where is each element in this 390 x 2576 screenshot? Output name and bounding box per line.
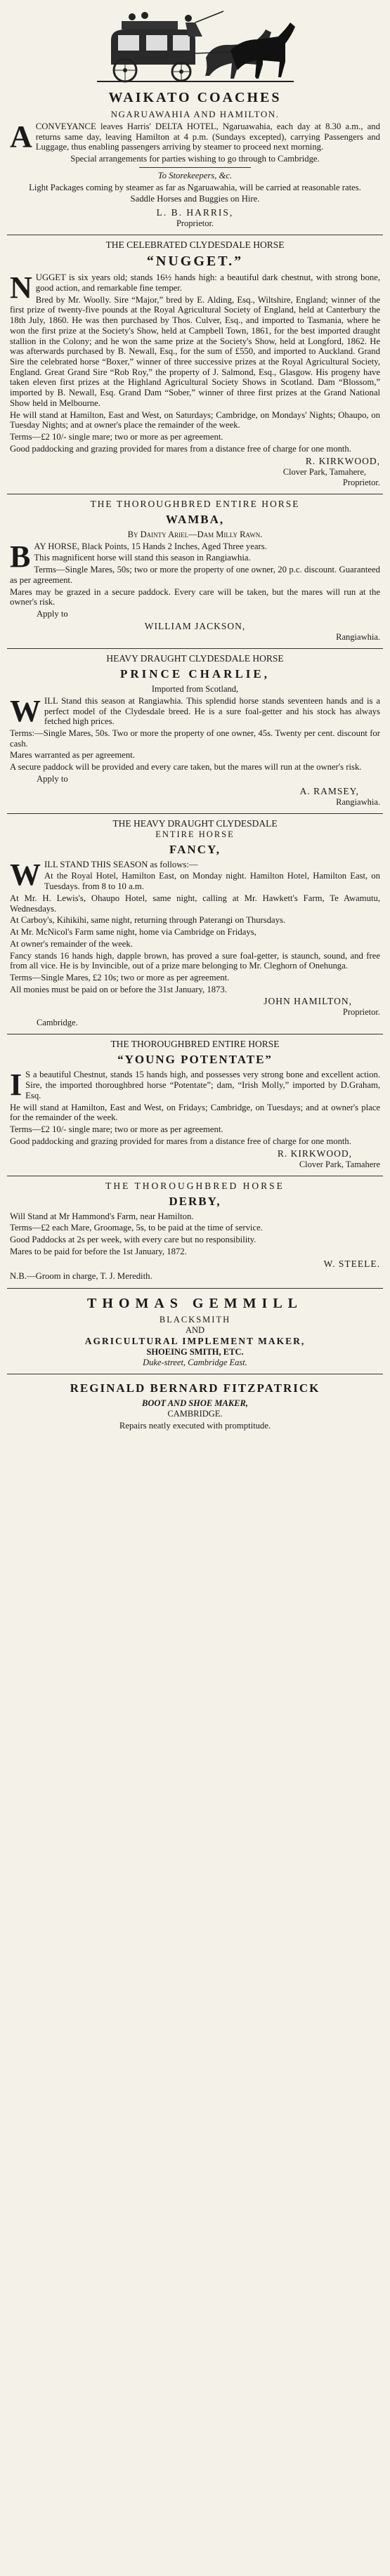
ad-fancy <box>7 814 383 1035</box>
ad-subtitle: Imported from Scotland, <box>151 683 239 694</box>
ad-subtitle: AND <box>185 1325 205 1336</box>
proprietor-place: Rangiawhia. <box>336 796 380 807</box>
ad-subtitle: BOOT AND SHOE MAKER, <box>142 1398 248 1409</box>
ad-title: WAMBA, <box>165 512 225 526</box>
ad-body-text: Terms—Single Mares, 50s; two or more the property of one owner, 20 p.c. discount. Guaranteed as per agreement. <box>10 565 380 585</box>
drop-cap: I <box>10 1067 22 1103</box>
ad-body-text: ILL Stand this season at Rangiawhia. This splendid horse stands seventeen hands and is a perfect model of the Clydesdale breed. He is a sure foal-getter and his stock has always fetched high prices. <box>44 695 380 727</box>
proprietor-place: Clover Park, Tamahere <box>299 1159 380 1169</box>
proprietor-name: L. B. HARRIS, <box>156 207 234 218</box>
ad-young-potentate <box>7 1034 383 1176</box>
ad-title: THE HEAVY DRAUGHT CLYDESDALE <box>112 817 278 829</box>
ad-title: THE THOROUGHBRED ENTIRE HORSE <box>110 1039 280 1050</box>
ad-body-text: Bred by Mr. Woolly. Sire “Major,” bred by E. Alding, Esq., Wiltshire, England; winner of the first prize of twenty-five pounds at the Royal Agricultural Society of England, held at Canterbury the 18th July, 1860. He was then purchased by Thos. Culver, Esq., and imported to Tasmania, where he won the first prize at the Society's Show, held at Campbell Town, 1861, for the best imported draught stallion in the Colony; and he won the same prize at the Society's Show, held at Longford, 1862. He was afterwards purchased by B. Newall, Esq., for the sum of £550, and imported to Auckland. Grand Sire the celebrated horse “Boxer,” winner of three successive prizes at the Royal Agricultural Society, England. Great Grand Sire “Rob Roy,” the property of J. Salmond, Esq., Glasgow. His progeny have taken eleven first prizes at the Highland Agricultural Society Shows in Scotland. Dam “Blossom,” imported by B. Newall, Esq. Grand Dam “Sober,” winner of three first prizes at the Grand National Show held in Melbourne. <box>10 294 380 408</box>
ad-note: N.B.—Groom in charge, T. J. Meredith. <box>10 1270 152 1281</box>
drop-cap: A <box>10 119 32 154</box>
ad-body-text: This magnificent horse will stand this season in Rangiawhia. <box>34 553 251 563</box>
proprietor-name: R. KIRKWOOD, <box>277 1148 352 1159</box>
ad-nugget <box>7 235 383 494</box>
proprietor-name: W. STEELE. <box>323 1258 380 1269</box>
ad-derby <box>7 1176 383 1289</box>
ad-body-text: Terms—£2 10/- single mare; two or more as per agreement. <box>10 432 223 442</box>
ad-body-text: A secure paddock will be provided and every care taken, but the mares will run at the owner's risk. <box>10 762 362 773</box>
ad-body-text: Apply to <box>37 609 68 619</box>
ad-body-text: At the Royal Hotel, Hamilton East, on Monday night. Hamilton Hotel, Hamilton East, on Tuesdays. from 8 to 10 a.m. <box>44 871 380 892</box>
ad-title: THE THOROUGHBRED ENTIRE HORSE <box>90 498 300 509</box>
ad-title: “NUGGET.” <box>146 254 244 270</box>
ad-body-text: Special arrangements for parties wishing to go through to Cambridge. <box>70 154 320 164</box>
proprietor-name: JOHN HAMILTON, <box>264 996 352 1007</box>
ad-title: PRINCE CHARLIE, <box>119 666 271 681</box>
ad-subtitle: BLACKSMITH <box>159 1315 231 1325</box>
ad-body-text: Will Stand at Mr Hammond's Farm, near Hamilton. <box>10 1211 194 1221</box>
ad-body-text: At Mr. McNicol's Farm same night, home via Cambridge on Fridays, <box>10 927 256 938</box>
ad-subtitle: SHOEING SMITH, ETC. <box>146 1347 244 1358</box>
ad-body-text: Fancy stands 16 hands high, dapple brown, has proved a sure foal-getter, is staunch, sound, and free from all vice. He is by Invincible, out of a prize mare belonging to Mr. Cleghorn of Onehunga. <box>10 950 380 971</box>
ad-subtitle: CAMBRIDGE. <box>167 1409 223 1419</box>
proprietor-role: Proprietor. <box>342 477 380 487</box>
ad-thomas-gemmill <box>7 1289 383 1374</box>
proprietor-name: A. RAMSEY, <box>299 785 359 796</box>
drop-cap: W <box>10 857 41 892</box>
ad-title: REGINALD BERNARD FITZPATRICK <box>70 1381 320 1395</box>
ad-subtitle: By Dainty Ariel—Dam Milly Rawn. <box>127 529 263 539</box>
ad-body-text: At Carboy's, Kihikihi, same night, returning through Paterangi on Thursdays. <box>10 915 286 926</box>
ad-prince-charlie <box>7 649 383 814</box>
drop-cap: B <box>10 539 31 574</box>
ad-body-text: He will stand at Hamilton, East and West, on Fridays; Cambridge, on Tuesdays; and at owner's place for the remainder of the week. <box>10 1102 380 1123</box>
proprietor-name: R. KIRKWOOD, <box>305 455 380 466</box>
ad-title: “YOUNG POTENTATE” <box>117 1053 273 1067</box>
ad-subtitle: AGRICULTURAL IMPLEMENT MAKER, <box>84 1336 306 1347</box>
ad-body-text: Mares to be paid for before the 1st January, 1872. <box>10 1246 187 1256</box>
stagecoach-illustration <box>90 8 301 87</box>
ad-title: HEAVY DRAUGHT CLYDESDALE HORSE <box>106 652 284 664</box>
ad-body-text: Saddle Horses and Buggies on Hire. <box>130 194 260 204</box>
ad-body-text: Terms—Single Mares, £2 10s; two or more as per agreement. <box>10 972 230 983</box>
ad-title: WAIKATO COACHES <box>108 90 282 105</box>
proprietor-place: Clover Park, Tamahere, <box>282 466 366 477</box>
ad-body-text: Light Packages coming by steamer as far as Ngaruawahia, will be carried at reasonable rates. <box>29 182 361 192</box>
ad-fitzpatrick <box>7 1374 383 1438</box>
ad-body-text: Mares may be grazed in a secure paddock. Every care will be taken, but the mares will run at the owner's risk. <box>10 586 380 607</box>
proprietor-role: Proprietor. <box>176 218 214 229</box>
ad-address: Duke-street, Cambridge East. <box>143 1358 247 1368</box>
drop-cap: N <box>10 270 32 305</box>
ad-body-text: Repairs neatly executed with promptitude. <box>119 1421 271 1431</box>
ad-wamba <box>7 494 383 649</box>
ad-body-text: At Mr. H. Lewis's, Ohaupo Hotel, same night, calling at Mr. Hawkett's Farm, Te Awamutu, Wednesdays. <box>10 893 380 914</box>
drop-cap: W <box>10 693 41 728</box>
ad-title: THE CELEBRATED CLYDESDALE HORSE <box>105 239 285 251</box>
ad-body-text: Good paddocking and grazing provided for mares from a distance free of charge for one month. <box>10 443 351 454</box>
proprietor-place: Rangiawhia. <box>336 631 380 642</box>
ad-subtitle: NGARUAWAHIA AND HAMILTON. <box>110 109 280 119</box>
ad-body-text: He will stand at Hamilton, East and West, on Saturdays; Cambridge, on Mondays' Nights; Ohaupo, on Tuesday Nights; and at owner's place the remainder of the week. <box>10 409 380 431</box>
ad-title: ENTIRE HORSE <box>155 829 235 839</box>
ad-body-text: At owner's remainder of the week. <box>10 938 133 949</box>
proprietor-role: Proprietor. <box>342 1007 380 1018</box>
ad-body-text: Good paddocking and grazing provided for mares from a distance free of charge for one month. <box>10 1136 351 1146</box>
newspaper-page <box>7 0 383 1438</box>
ad-body-text: ILL STAND THIS SEASON as follows:— <box>44 859 198 869</box>
ad-body-text: AY HORSE, Black Points, 15 Hands 2 Inches, Aged Three years. <box>34 541 267 551</box>
ad-body-text: Good Paddocks at 2s per week, with every care but no responsibility. <box>10 1235 256 1245</box>
ad-body-text: Terms:—Single Mares, 50s. Two or more the property of one owner, 45s. Twenty per cent. discount for cash. <box>10 728 380 749</box>
divider <box>139 167 250 168</box>
ad-title: FANCY, <box>169 842 221 856</box>
ad-body-text: Apply to <box>37 773 68 784</box>
ad-body-text: Terms—£2 10/- single mare; two or more as per agreement. <box>10 1124 223 1135</box>
ad-body-text: Mares warranted as per agreement. <box>10 750 135 761</box>
ad-title: THE THOROUGHBRED HORSE <box>105 1180 285 1191</box>
ad-title: THOMAS GEMMILL <box>86 1296 303 1312</box>
ad-waikato-coaches <box>7 4 383 235</box>
proprietor-place: Cambridge. <box>37 1018 78 1028</box>
ad-body-text: All monies must be paid on or before the 31st January, 1873. <box>10 984 227 994</box>
ad-body-text: S a beautiful Chestnut, stands 15 hands high, and possesses very strong bone and excellent action. Sire, the imported thoroughbred horse “Potentate”; dam, “Irish Molly,” imported by D.Graham, Esq. <box>25 1070 380 1100</box>
ad-subhead: To Storekeepers, &c. <box>157 170 233 180</box>
ad-title: DERBY, <box>169 1194 221 1208</box>
proprietor-name: WILLIAM JACKSON, <box>144 620 246 631</box>
ad-body-text: CONVEYANCE leaves Harris' DELTA HOTEL, Ngaruawahia, each day at 8.30 a.m., and returns same day, leaving Hamilton at 4 p.m. (Sundays excepted), carrying Passengers and Luggage, thus enabling passengers arriving by steamer to proceed next morning. <box>35 121 380 152</box>
ad-body-text: Terms—£2 each Mare, Groomage, 5s, to be paid at the time of service. <box>10 1223 263 1233</box>
ad-body-text: UGGET is six years old; stands 16½ hands high: a beautiful dark chestnut, with strong bone, good action, and remarkable fine temper. <box>35 272 380 293</box>
